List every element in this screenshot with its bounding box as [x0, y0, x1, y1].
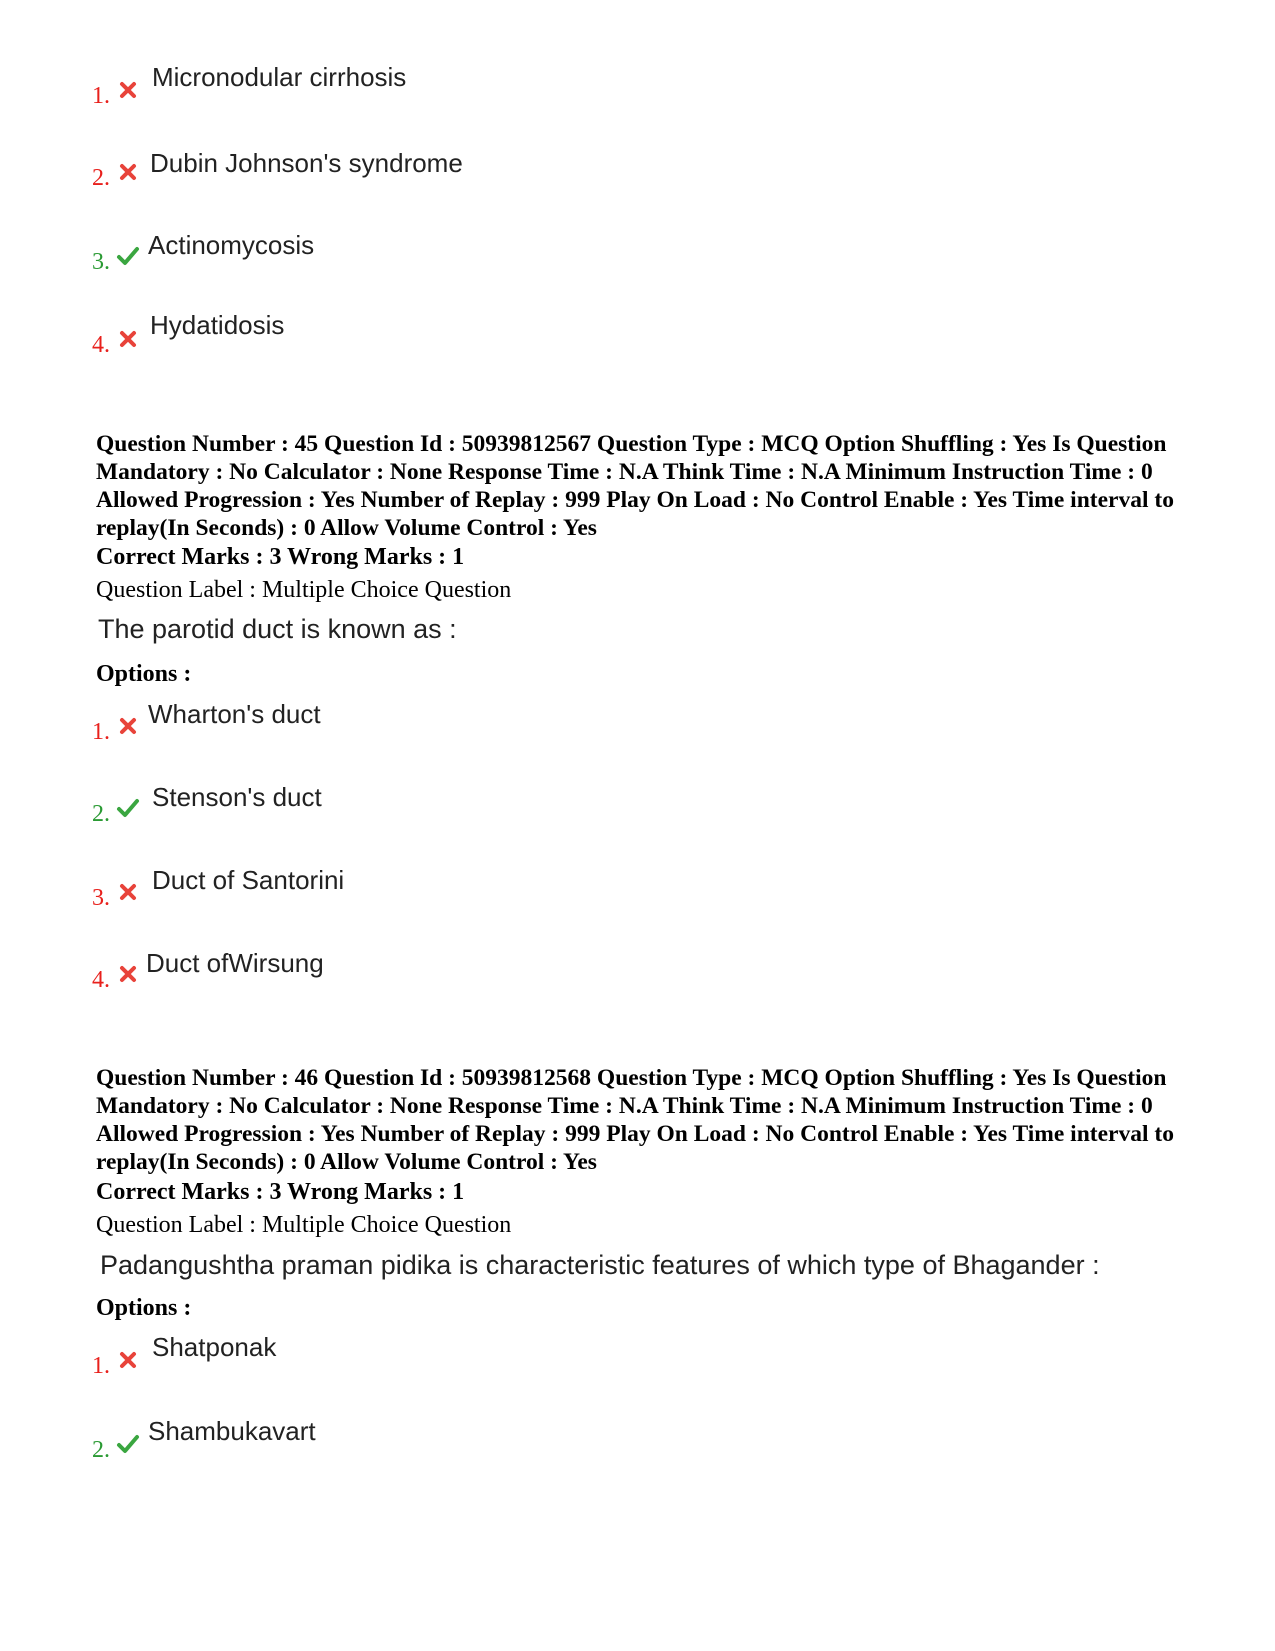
option-text: Stenson's duct [152, 782, 322, 812]
option-text: Wharton's duct [148, 699, 321, 729]
q45-marks: Correct Marks : 3 Wrong Marks : 1 [96, 544, 465, 570]
option-number: 4. [92, 332, 110, 358]
q45-question-label: Question Label : Multiple Choice Question [96, 577, 512, 603]
wrong-cross-icon [116, 714, 140, 738]
correct-check-icon [116, 796, 140, 820]
option-number: 3. [92, 249, 110, 275]
option-text: Dubin Johnson's syndrome [150, 148, 463, 178]
correct-check-icon [116, 1432, 140, 1456]
option-number: 2. [92, 1437, 110, 1463]
option-number: 4. [92, 967, 110, 993]
option-text: Actinomycosis [148, 230, 315, 260]
option-text: Micronodular cirrhosis [152, 62, 407, 92]
q46-options-label: Options : [96, 1295, 192, 1321]
q46-metadata: Question Number : 46 Question Id : 50939812568 Question Type : MCQ Option Shuffling : Yes Is Question Mandatory : No Calculator : None Response Time : N.A Think Time : N.A Minimum Instruction Time : 0 Allowed Progression : Yes Number of Replay : 999 Play On Load : No Control Enable : Yes Time interval to replay(In Seconds) : 0 Allow Volume Control : Yes [96, 1065, 1174, 1175]
option-text: Shambukavart [148, 1416, 316, 1446]
option-text: Hydatidosis [150, 310, 285, 340]
q45-metadata: Question Number : 45 Question Id : 50939812567 Question Type : MCQ Option Shuffling : Yes Is Question Mandatory : No Calculator : None Response Time : N.A Think Time : N.A Minimum Instruction Time : 0 Allowed Progression : Yes Number of Replay : 999 Play On Load : No Control Enable : Yes Time interval to replay(In Seconds) : 0 Allow Volume Control : Yes [96, 431, 1174, 541]
wrong-cross-icon [116, 962, 140, 986]
option-text: Duct ofWirsung [146, 948, 324, 978]
wrong-cross-icon [116, 327, 140, 351]
option-text: Duct of Santorini [152, 865, 345, 895]
correct-check-icon [116, 244, 140, 268]
q45-options-label: Options : [96, 661, 192, 687]
q46-question-label: Question Label : Multiple Choice Question [96, 1212, 512, 1238]
option-number: 2. [92, 801, 110, 827]
wrong-cross-icon [116, 78, 140, 102]
option-number: 3. [92, 885, 110, 911]
option-number: 1. [92, 719, 110, 745]
option-number: 2. [92, 165, 110, 191]
wrong-cross-icon [116, 160, 140, 184]
wrong-cross-icon [116, 880, 140, 904]
wrong-cross-icon [116, 1348, 140, 1372]
option-number: 1. [92, 83, 110, 109]
q46-question-text: Padangushtha praman pidika is characteristic features of which type of Bhagander : [100, 1250, 1100, 1280]
option-text: Shatponak [152, 1332, 277, 1362]
option-number: 1. [92, 1353, 110, 1379]
q46-marks: Correct Marks : 3 Wrong Marks : 1 [96, 1179, 465, 1205]
q45-question-text: The parotid duct is known as : [98, 614, 457, 644]
